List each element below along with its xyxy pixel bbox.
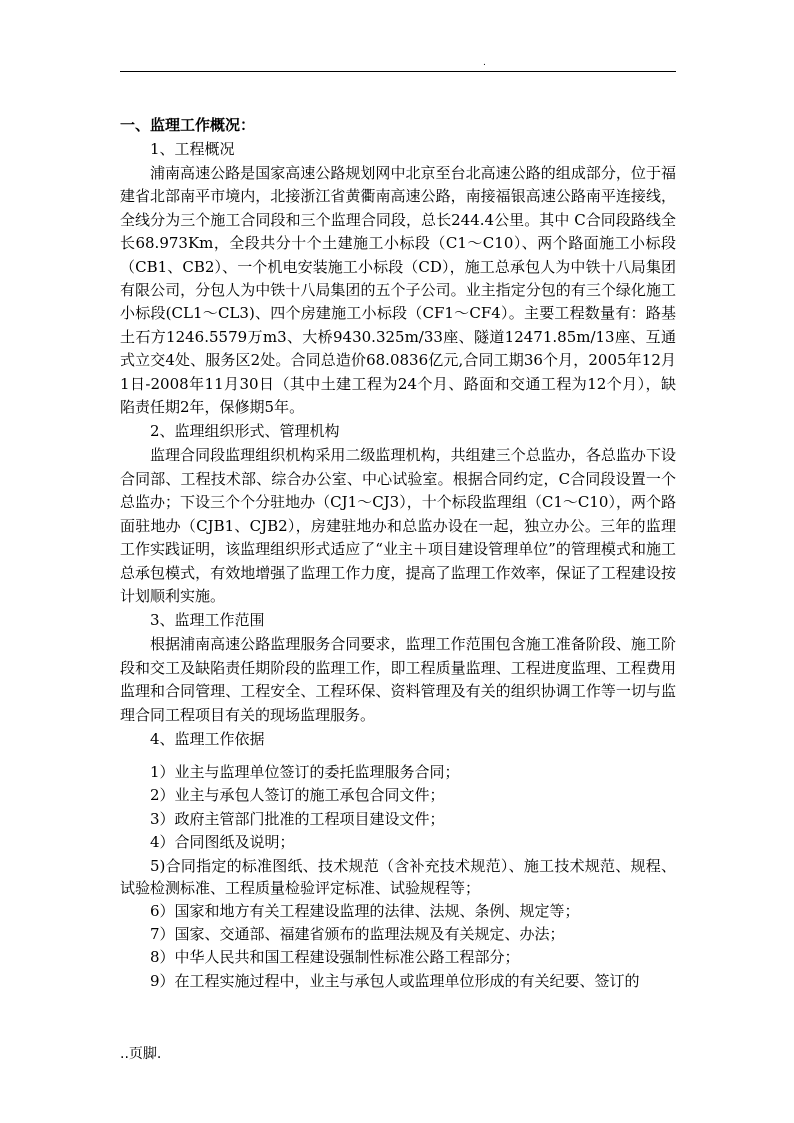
section-heading: 一、监理工作概况：: [120, 116, 256, 134]
list-item: 3）政府主管部门批准的工程项目建设文件；: [150, 809, 445, 828]
header-mark: .: [483, 58, 486, 68]
list-item: 6）国家和地方有关工程建设监理的法律、法规、条例、规定等；: [150, 901, 580, 920]
list-item: 1）业主与监理单位签订的委托监理服务合同；: [150, 762, 460, 781]
list-item: 5)合同指定的标准图纸、技术规范（含补充技术规范）、施工技术规范、规程、试验检测标准、工程质量检验评定标准、试验规程等；: [120, 856, 676, 897]
page-footer: ..页脚.: [120, 1046, 162, 1062]
paragraph-scope: 根据浦南高速公路监理服务合同要求，监理工作范围包含施工准备阶段、施工阶段和交工及缺陷责任期阶段的监理工作，即工程质量监理、工程进度监理、工程费用监理和合同管理、工程安全、工程环保、资料管理及有关的组织协调工作等一切与监理合同工程项目有关的现场监理服务。: [120, 635, 676, 724]
list-spacer: [120, 752, 676, 761]
subheading-2: 2、监理组织形式、管理机构: [150, 422, 340, 441]
basis-list: [120, 761, 676, 992]
list-item: 9）在工程实施过程中，业主与承包人或监理单位形成的有关纪要、签订的: [150, 971, 640, 990]
list-item: 2）业主与承包人签订的施工承包合同文件；: [150, 786, 445, 805]
list-item: 4）合同图纸及说明；: [150, 833, 295, 852]
subheading-3: 3、监理工作范围: [150, 611, 265, 630]
paragraph-project-overview: 浦南高速公路是国家高速公路规划网中北京至台北高速公路的组成部分，位于福建省北部南平市境内，北接浙江省黄衢南高速公路，南接福银高速公路南平连接线，全线分为三个施工合同段和三个监理合同段，总长244.4公里。其中 C合同段路线全长68.973Km，全段共分十个土建施工小标段（C1～C10）、两个路面施工小标段（CB1、CB2）、一个机电安装施工小标段（CD），施工总承包人为中铁十八局集团有限公司，分包人为中铁十八局集团的五个子公司。业主指定分包的有三个绿化施工小标段(CL1～CL3)、四个房建施工小标段（CF1～CF4）。主要工程数量有：路基土石方1246.5579万m3、大桥9430.325m/33座、隧道12471.85m/13座、互通式立交4处、服务区2处。合同总造价68.0836亿元,合同工期36个月，2005年12月1日-2008年11月30日（其中土建工程为24个月、路面和交通工程为12个月），缺陷责任期2年，保修期5年。: [120, 164, 676, 417]
subheading-1: 1、工程概况: [150, 140, 235, 158]
header-rule: [120, 71, 676, 72]
list-item: 7）国家、交通部、福建省颁布的监理法规及有关规定、办法；: [150, 924, 565, 943]
body-content: [120, 116, 676, 993]
paragraph-organization: 监理合同段监理组织机构采用二级监理机构，共组建三个总监办，各总监办下设合同部、工程技术部、综合办公室、中心试验室。根据合同约定，C合同段设置一个总监办；下设三个个分驻地办（CJ1～CJ3），十个标段监理组（C1～C10），两个路面驻地办（CJB1、CJB2），房建驻地办和总监办设在一起，独立办公。三年的监理工作实践证明，该监理组织形式适应了“业主＋项目建设管理单位”的管理模式和施工总承包模式，有效地增强了监理工作力度，提高了监理工作效率，保证了工程建设按计划顺利实施。: [120, 446, 676, 605]
subheading-4: 4、监理工作依据: [150, 729, 265, 748]
list-item: 8）中华人民共和国工程建设强制性标准公路工程部分；: [150, 948, 520, 967]
